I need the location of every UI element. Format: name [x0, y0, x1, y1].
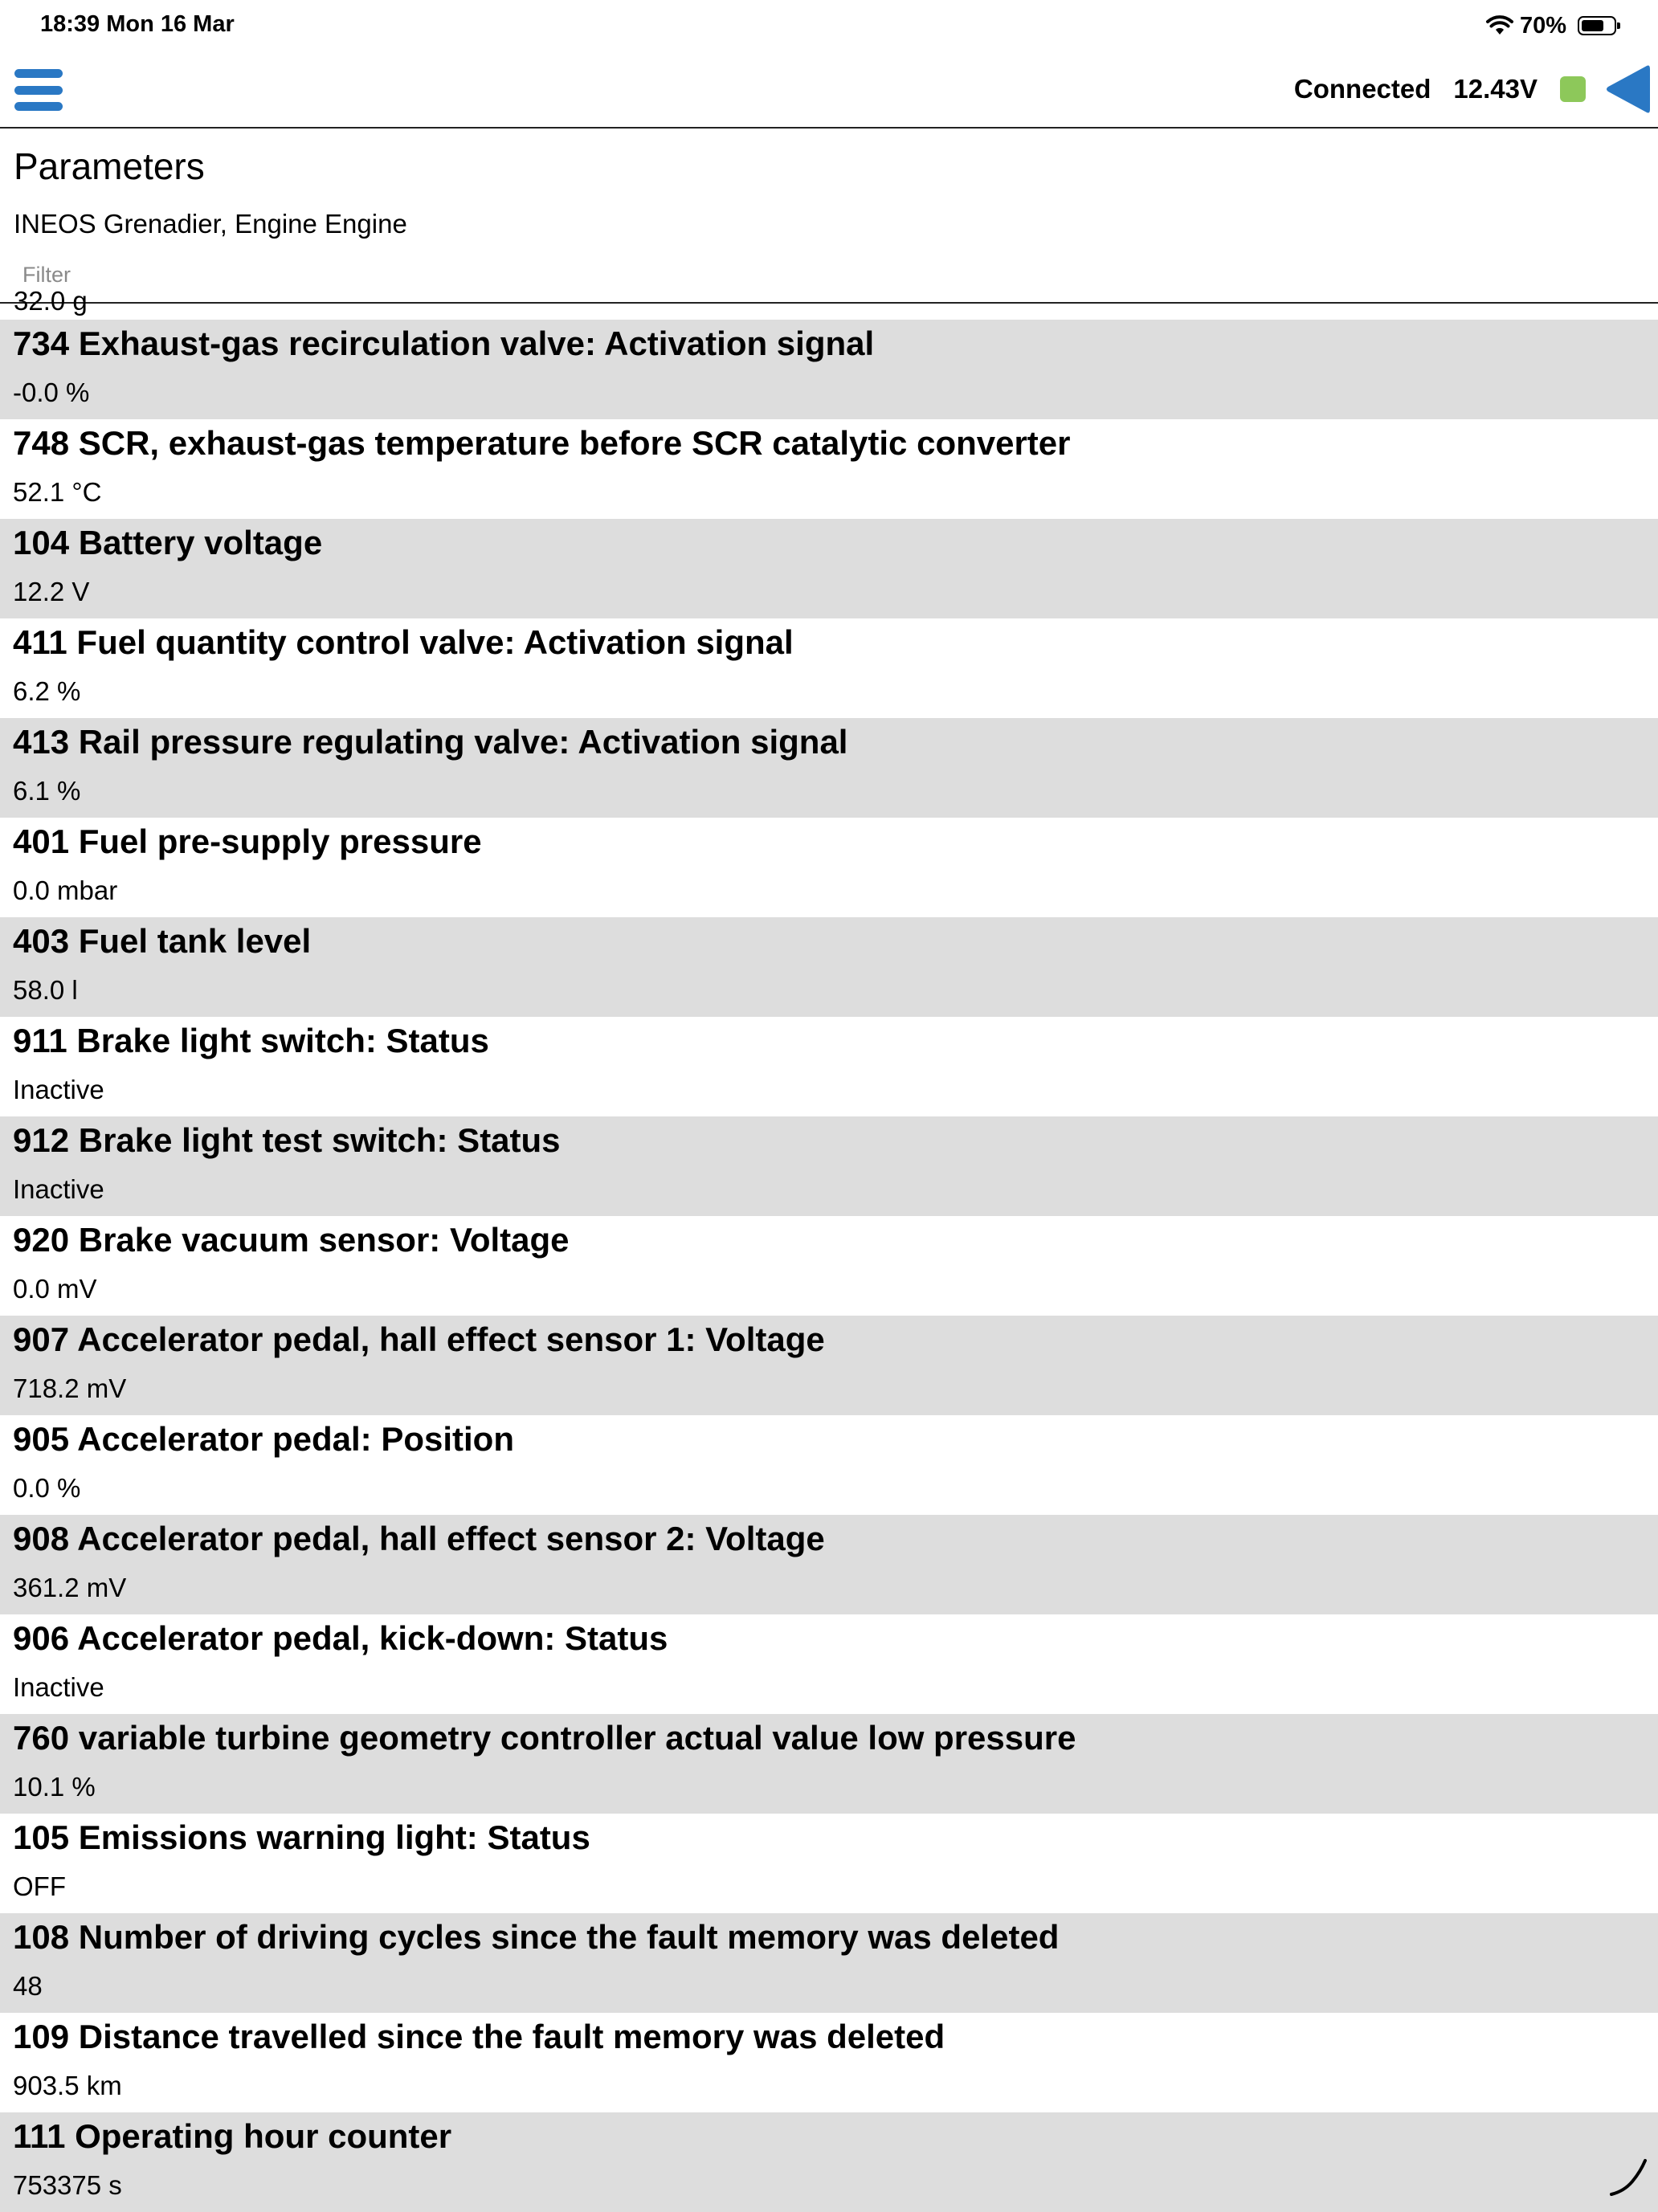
parameter-name: 920 Brake vacuum sensor: Voltage	[13, 1221, 570, 1259]
parameter-name: 111 Operating hour counter	[13, 2117, 452, 2155]
parameter-value: 6.1 %	[13, 776, 81, 806]
parameter-list[interactable]	[0, 286, 1658, 2210]
parameter-name: 907 Accelerator pedal, hall effect sensor 1: Voltage	[13, 1320, 825, 1358]
parameter-value: Inactive	[13, 1672, 104, 1702]
connection-voltage: 12.43V	[1453, 74, 1538, 104]
parameter-row[interactable]	[0, 718, 1658, 818]
filter-input[interactable]	[13, 254, 1652, 296]
parameter-name: 734 Exhaust-gas recirculation valve: Activation signal	[13, 324, 875, 362]
hamburger-menu-icon[interactable]	[13, 64, 64, 116]
page-header	[0, 129, 1658, 304]
parameter-row[interactable]	[0, 1814, 1658, 1913]
parameter-name: 413 Rail pressure regulating valve: Activation signal	[13, 723, 848, 761]
parameter-name: 105 Emissions warning light: Status	[13, 1818, 590, 1856]
parameter-value: 6.2 %	[13, 676, 81, 706]
parameter-row[interactable]	[0, 1316, 1658, 1415]
parameter-name: 906 Accelerator pedal, kick-down: Status	[13, 1619, 668, 1657]
parameter-value: 58.0 l	[13, 975, 78, 1005]
parameter-name: 403 Fuel tank level	[13, 922, 312, 960]
parameter-row[interactable]	[0, 818, 1658, 917]
parameter-row[interactable]	[0, 2013, 1658, 2112]
parameter-value: 0.0 %	[13, 1473, 81, 1503]
parameter-value: 0.0 mbar	[13, 875, 118, 905]
parameter-value: OFF	[13, 1871, 66, 1901]
parameter-row[interactable]	[0, 1415, 1658, 1515]
partial-list-item	[0, 286, 1658, 320]
parameter-value: 0.0 mV	[13, 1274, 97, 1304]
parameter-value: 718.2 mV	[13, 1373, 127, 1403]
parameter-value: 48	[13, 1971, 43, 2001]
partial-item-value: 32.0 g	[14, 286, 88, 316]
parameter-name: 411 Fuel quantity control valve: Activation signal	[13, 623, 794, 661]
parameter-name: 905 Accelerator pedal: Position	[13, 1420, 514, 1458]
page-title: Parameters	[14, 145, 205, 187]
parameter-value: Inactive	[13, 1075, 104, 1104]
parameter-row[interactable]	[0, 519, 1658, 618]
vehicle-subtitle: INEOS Grenadier, Engine Engine	[14, 209, 407, 239]
parameter-name: 748 SCR, exhaust-gas temperature before SCR catalytic converter	[13, 424, 1071, 462]
connection-status: Connected	[1293, 74, 1431, 104]
parameter-row[interactable]	[0, 2112, 1658, 2212]
parameter-row[interactable]	[0, 917, 1658, 1017]
parameter-value: Inactive	[13, 1174, 104, 1204]
parameter-name: 908 Accelerator pedal, hall effect sensor 2: Voltage	[13, 1520, 825, 1557]
parameter-value: 903.5 km	[13, 2071, 122, 2100]
parameter-row[interactable]	[0, 320, 1658, 419]
parameter-row[interactable]	[0, 1515, 1658, 1614]
parameter-row[interactable]	[0, 1216, 1658, 1316]
parameter-name: 109 Distance travelled since the fault memory was deleted	[13, 2018, 945, 2055]
parameter-value: 12.2 V	[13, 577, 90, 606]
parameter-row[interactable]	[0, 1714, 1658, 1814]
wifi-icon	[1486, 15, 1513, 36]
parameter-value: 52.1 °C	[13, 477, 102, 507]
connection-indicator	[1294, 63, 1658, 116]
parameter-row[interactable]	[0, 1614, 1658, 1714]
parameter-value: -0.0 %	[13, 378, 90, 407]
parameter-name: 401 Fuel pre-supply pressure	[13, 822, 482, 860]
battery-percent: 70%	[1519, 12, 1566, 39]
status-time-date: 18:39 Mon 16 Mar	[40, 11, 235, 37]
parameter-name: 108 Number of driving cycles since the fault memory was deleted	[13, 1918, 1060, 1956]
parameter-name: 760 variable turbine geometry controller actual value low pressure	[13, 1719, 1076, 1757]
parameter-value: 361.2 mV	[13, 1573, 127, 1602]
loading-spinner-icon	[1608, 2156, 1650, 2198]
parameter-row[interactable]	[0, 1017, 1658, 1116]
parameter-row[interactable]	[0, 618, 1658, 718]
back-arrow-icon[interactable]	[1603, 63, 1652, 116]
parameter-row[interactable]	[0, 1116, 1658, 1216]
parameter-row[interactable]	[0, 1913, 1658, 2013]
parameter-value: 10.1 %	[13, 1772, 96, 1802]
parameter-name: 911 Brake light switch: Status	[13, 1022, 489, 1059]
parameter-value: 753375 s	[13, 2170, 122, 2200]
connection-status-dot	[1560, 76, 1586, 102]
battery-icon	[1578, 16, 1616, 35]
nav-bar	[0, 51, 1658, 129]
parameter-row[interactable]	[0, 419, 1658, 519]
status-indicators	[1486, 11, 1616, 40]
status-bar	[0, 0, 1658, 51]
parameter-name: 104 Battery voltage	[13, 524, 323, 561]
parameter-name: 912 Brake light test switch: Status	[13, 1121, 561, 1159]
